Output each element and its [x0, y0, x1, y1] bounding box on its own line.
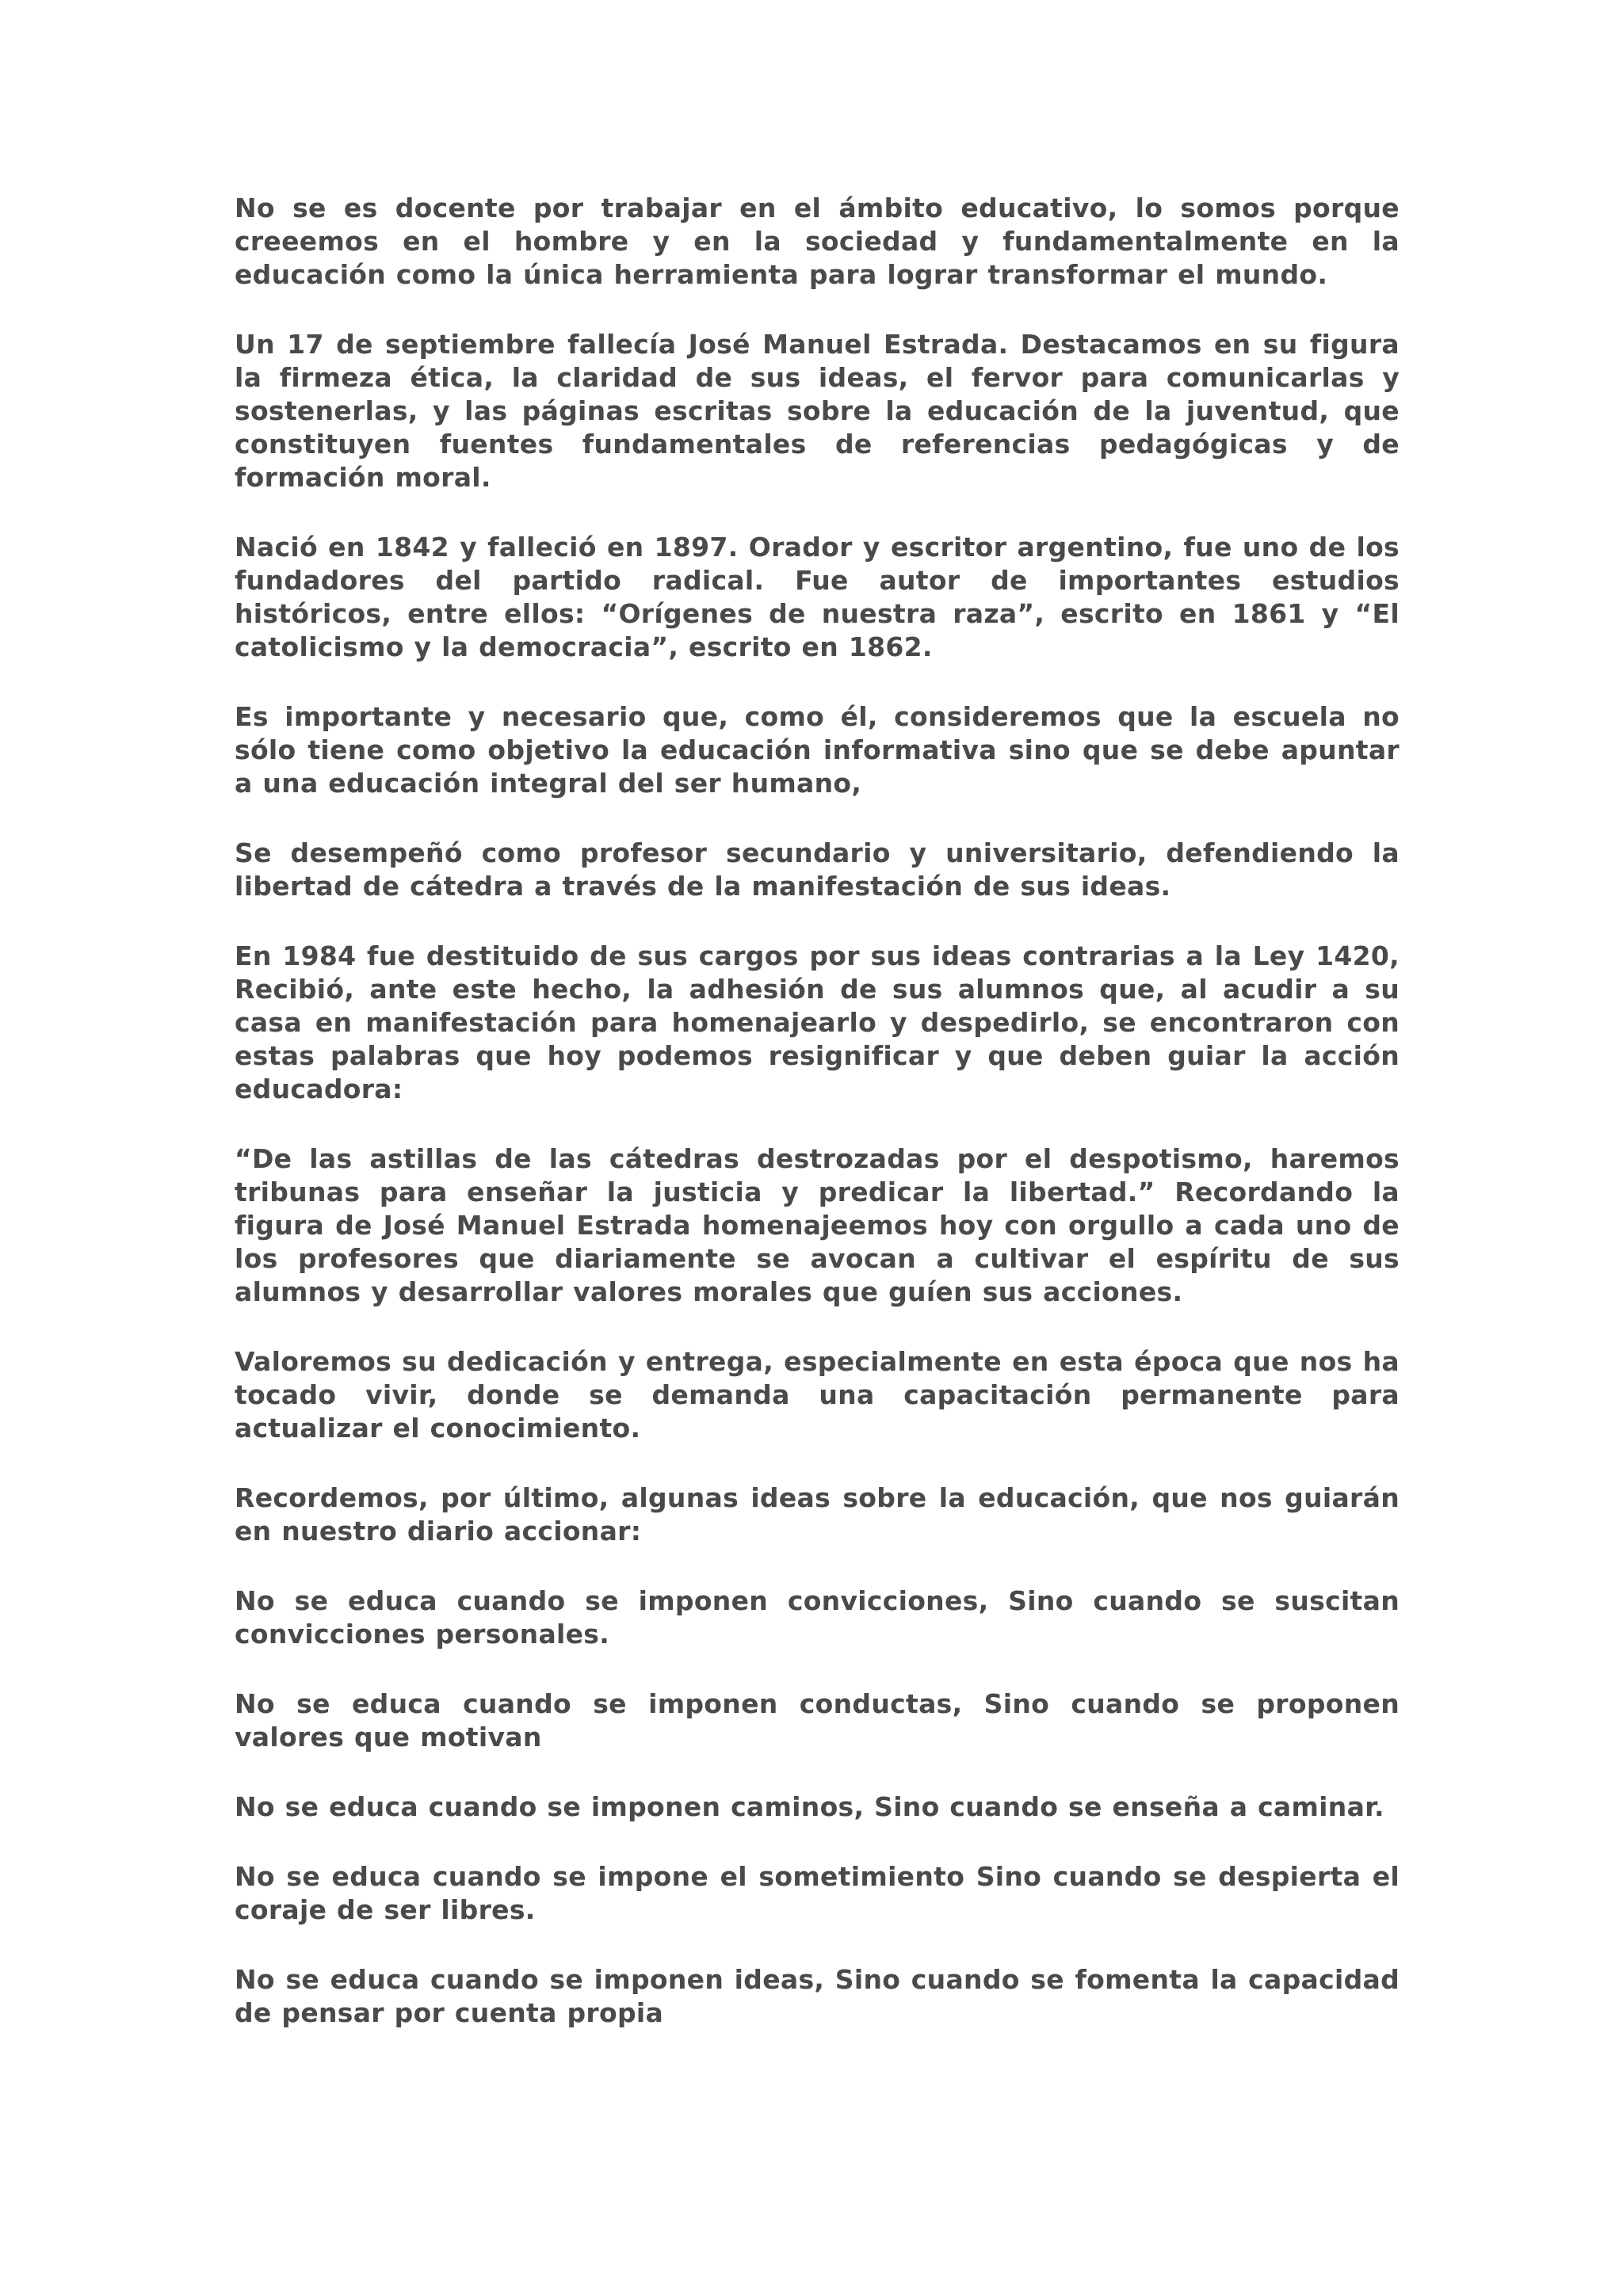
paragraph-1: No se es docente por trabajar en el ámbito educativo, lo somos porque creeemos en el hombre y en la sociedad y fundamentalmente en la educación como la única herramienta para lograr transformar el mundo.	[235, 193, 1400, 290]
paragraph-14: No se educa cuando se imponen ideas, Sino cuando se fomenta la capacidad de pensar por cuenta propia	[235, 1964, 1400, 2028]
paragraph-2: Un 17 de septiembre fallecía José Manuel Estrada. Destacamos en su figura la firmeza ética, la claridad de sus ideas, el fervor para comunicarlas y sostenerlas, y las páginas escritas sobre la educación de la juventud, que constituyen fuentes fundamentales de referencias pedagógicas y de formación moral.	[235, 329, 1400, 493]
paragraph-5: Se desempeñó como profesor secundario y universitario, defendiendo la libertad de cátedra a través de la manifestación de sus ideas.	[235, 837, 1400, 902]
paragraph-10: No se educa cuando se imponen convicciones, Sino cuando se suscitan convicciones personales.	[235, 1585, 1400, 1650]
document-page	[235, 192, 1400, 2066]
paragraph-9: Recordemos, por último, algunas ideas sobre la educación, que nos guiarán en nuestro diario accionar:	[235, 1482, 1400, 1547]
paragraph-8: Valoremos su dedicación y entrega, especialmente en esta época que nos ha tocado vivir, donde se demanda una capacitación permanente para actualizar el conocimiento.	[235, 1346, 1400, 1444]
paragraph-4: Es importante y necesario que, como él, consideremos que la escuela no sólo tiene como objetivo la educación informativa sino que se debe apuntar a una educación integral del ser humano,	[235, 701, 1400, 799]
paragraph-11: No se educa cuando se imponen conductas, Sino cuando se proponen valores que motivan	[235, 1688, 1400, 1753]
paragraph-7: “De las astillas de las cátedras destrozadas por el despotismo, haremos tribunas para enseñar la justicia y predicar la libertad.” Recordando la figura de José Manuel Estrada homenajeemos hoy con orgullo a cada uno de los profesores que diariamente se avocan a cultivar el espíritu de sus alumnos y desarrollar valores morales que guíen sus acciones.	[235, 1143, 1400, 1307]
paragraph-13: No se educa cuando se impone el sometimiento Sino cuando se despierta el coraje de ser libres.	[235, 1861, 1400, 1925]
paragraph-12: No se educa cuando se imponen caminos, Sino cuando se enseña a caminar.	[235, 1791, 1384, 1822]
paragraph-6: En 1984 fue destituido de sus cargos por sus ideas contrarias a la Ley 1420, Recibió, ante este hecho, la adhesión de sus alumnos que, al acudir a su casa en manifestación para homenajearlo y despedirlo, se encontraron con estas palabras que hoy podemos resignificar y que deben guiar la acción educadora:	[235, 940, 1400, 1104]
paragraph-3: Nació en 1842 y falleció en 1897. Orador y escritor argentino, fue uno de los fundadores del partido radical. Fue autor de importantes estudios históricos, entre ellos: “Orígenes de nuestra raza”, escrito en 1861 y “El catolicismo y la democracia”, escrito en 1862.	[235, 532, 1400, 662]
